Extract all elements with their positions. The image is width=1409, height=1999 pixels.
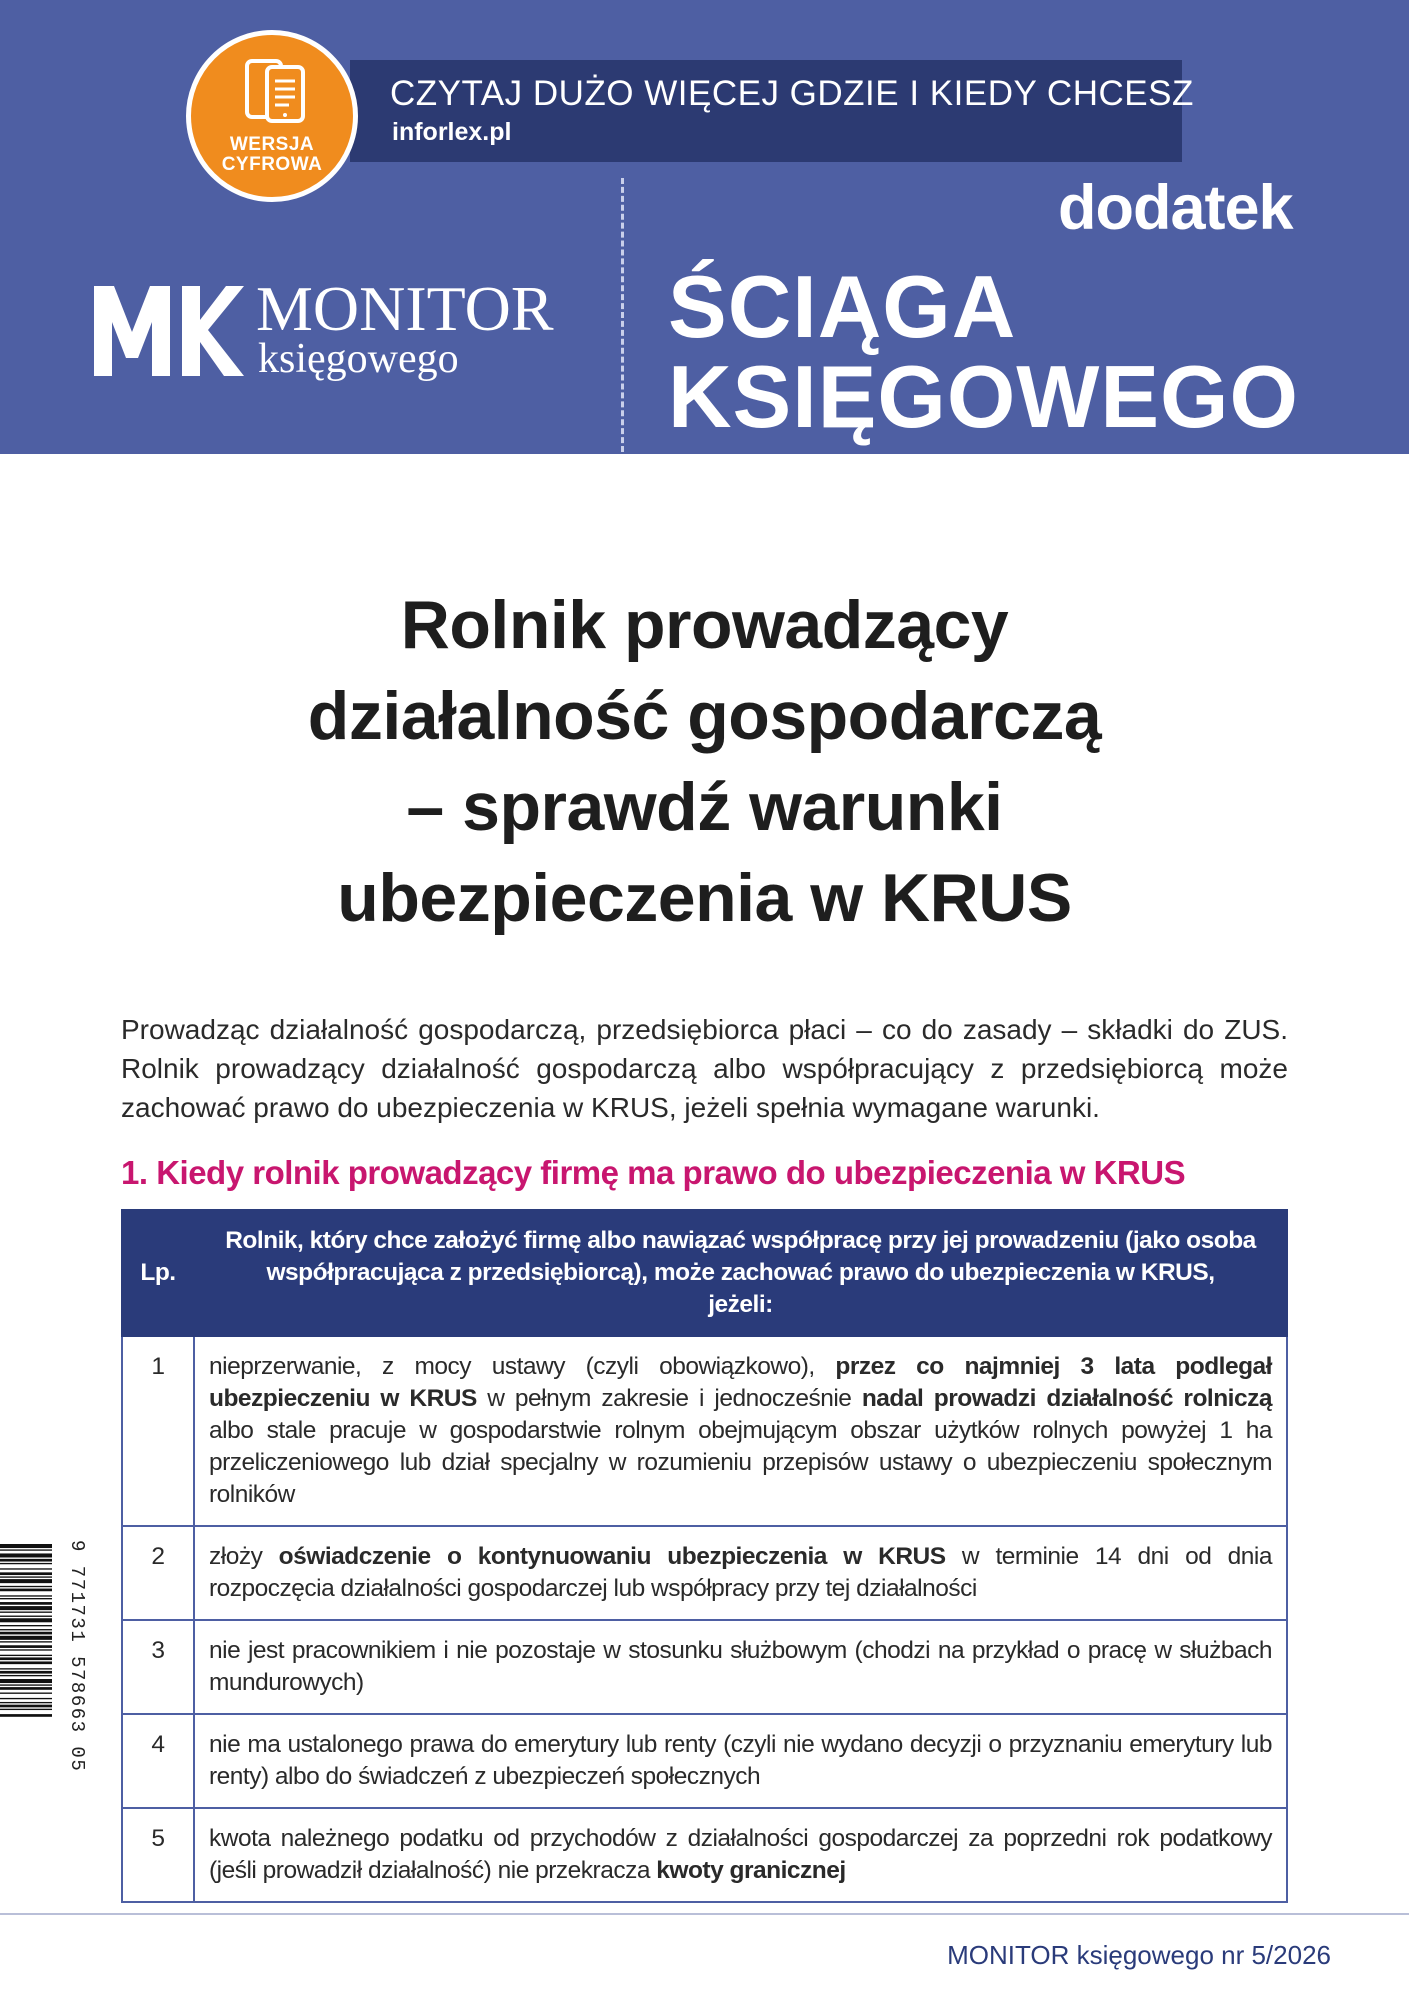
row-text: złoży [209,1543,279,1570]
row-text: w pełnym zakresie i jednocześnie [476,1385,862,1412]
row-number: 1 [122,1336,194,1526]
row-number: 3 [122,1620,194,1714]
row-condition [194,1336,1287,1526]
header-text-2: albo [580,1227,642,1254]
row-text: nie ma ustalonego prawa do emerytury lub renty (czyli nie wydano decyzji o przyznaniu emerytury lub renty) albo do świadczeń z ubezpieczeń społecznych [209,1731,1272,1790]
row-bold: nadal prowadzi działalność rolniczą [861,1385,1272,1412]
article-title [100,580,1309,944]
logo-wordmark: MONITOR [256,273,554,344]
barcode-icon [0,1540,60,1846]
row-bold: kwoty granicznej [656,1857,846,1884]
table-header-row [122,1210,1287,1336]
table-row [122,1620,1287,1714]
promo-link[interactable]: inforlex.pl [392,118,512,146]
footer-divider [0,1913,1409,1915]
row-bold: przez co najmniej 3 lata podlegał ubezpieczeniu w KRUS [209,1353,1272,1412]
header-bold-3: ubezpieczenia w KRUS, [950,1259,1215,1286]
promo-bar[interactable] [350,60,1194,162]
row-number: 4 [122,1714,194,1808]
badge-line-2: CYFROWA [221,154,323,175]
row-text: w terminie 14 dni od dnia rozpoczęcia działalności gospodarczej lub współpracy przy tej działalności [209,1543,1272,1602]
header-text-1: Rolnik, który chce [225,1227,434,1254]
promo-text: CZYTAJ DUŻO WIĘCEJ GDZIE I KIEDY CHCESZ [390,74,1194,113]
table-row [122,1526,1287,1620]
intro-paragraph: Prowadząc działalność gospodarczą, przedsiębiorca płaci – co do zasady – składki do ZUS. Rolnik prowadzący działalność gospodarczą albo współpracujący z przedsiębiorcą może zachować prawo do ubezpieczenia w KRUS, jeżeli spełnia wymagane warunki. [121,1014,1288,1123]
row-number: 5 [122,1808,194,1902]
row-number: 2 [122,1526,194,1620]
table-row [122,1808,1287,1902]
section-heading: 1. Kiedy rolnik prowadzący firmę ma prawo do ubezpieczenia w KRUS [121,1154,1186,1191]
barcode-number: 9 771731 578663 05 [66,1540,88,1773]
row-text: nie jest pracownikiem i nie pozostaje w stosunku służbowym (chodzi na przykład o pracę w służbach mundurowych) [209,1637,1272,1696]
publication-title-line-2: KSIĘGOWEGO [668,347,1299,446]
footer-issue: MONITOR księgowego nr 5/2026 [947,1940,1331,1970]
article-title-line-2: działalność gospodarczą [307,678,1102,754]
article-title-line-3: – sprawdź warunki [406,769,1003,845]
publication-title [668,257,1299,446]
badge-label [191,135,353,175]
header-banner [0,0,1409,454]
header-bold-4: jeżeli: [708,1291,773,1318]
header-text-3: przy jej prowadzeniu (jako osoba współpracująca z przedsiębiorcą), może zachować prawo do [266,1227,1256,1286]
row-text: nieprzerwanie, z mocy ustawy (czyli obowiązkowo), [209,1353,836,1380]
row-condition [194,1620,1287,1714]
article-title-line-4: ubezpieczenia w KRUS [337,860,1072,936]
column-header-conditions [194,1210,1287,1336]
article-title-line-1: Rolnik prowadzący [400,587,1009,663]
column-header-lp: Lp. [122,1210,194,1336]
table-row [122,1336,1287,1526]
devices-icon [241,55,313,127]
digital-version-badge[interactable] [186,30,358,202]
row-condition [194,1808,1287,1902]
row-text: albo stale pracuje w gospodarstwie rolnym obejmującym obszar użytków rolnych powyżej 1 ha przeliczeniowego lub dział specjalny w rozumieniu przepisów ustawy o ubezpieczeniu społecznym rolników [209,1417,1272,1508]
row-bold: oświadczenie o kontynuowaniu ubezpieczenia w KRUS [278,1543,946,1570]
header-divider [621,178,624,452]
header-bold-2: nawiązać współpracę [641,1227,882,1254]
barcode-digits [54,1540,94,1846]
conditions-table [121,1209,1288,1903]
mk-logo-icon [94,282,244,376]
supplement-label: dodatek [1058,173,1293,243]
row-condition [194,1526,1287,1620]
badge-line-1: WERSJA [229,134,315,155]
table-row [122,1714,1287,1808]
header-bold-1: założyć firmę [433,1227,581,1254]
logo-subtitle: księgowego [258,336,459,382]
row-text: kwota należnego podatku od przychodów z działalności gospodarczej za poprzedni rok podatkowy (jeśli prowadził działalność) nie przekracza [209,1825,1272,1884]
publication-title-line-1: ŚCIĄGA [668,257,1017,356]
row-condition [194,1714,1287,1808]
